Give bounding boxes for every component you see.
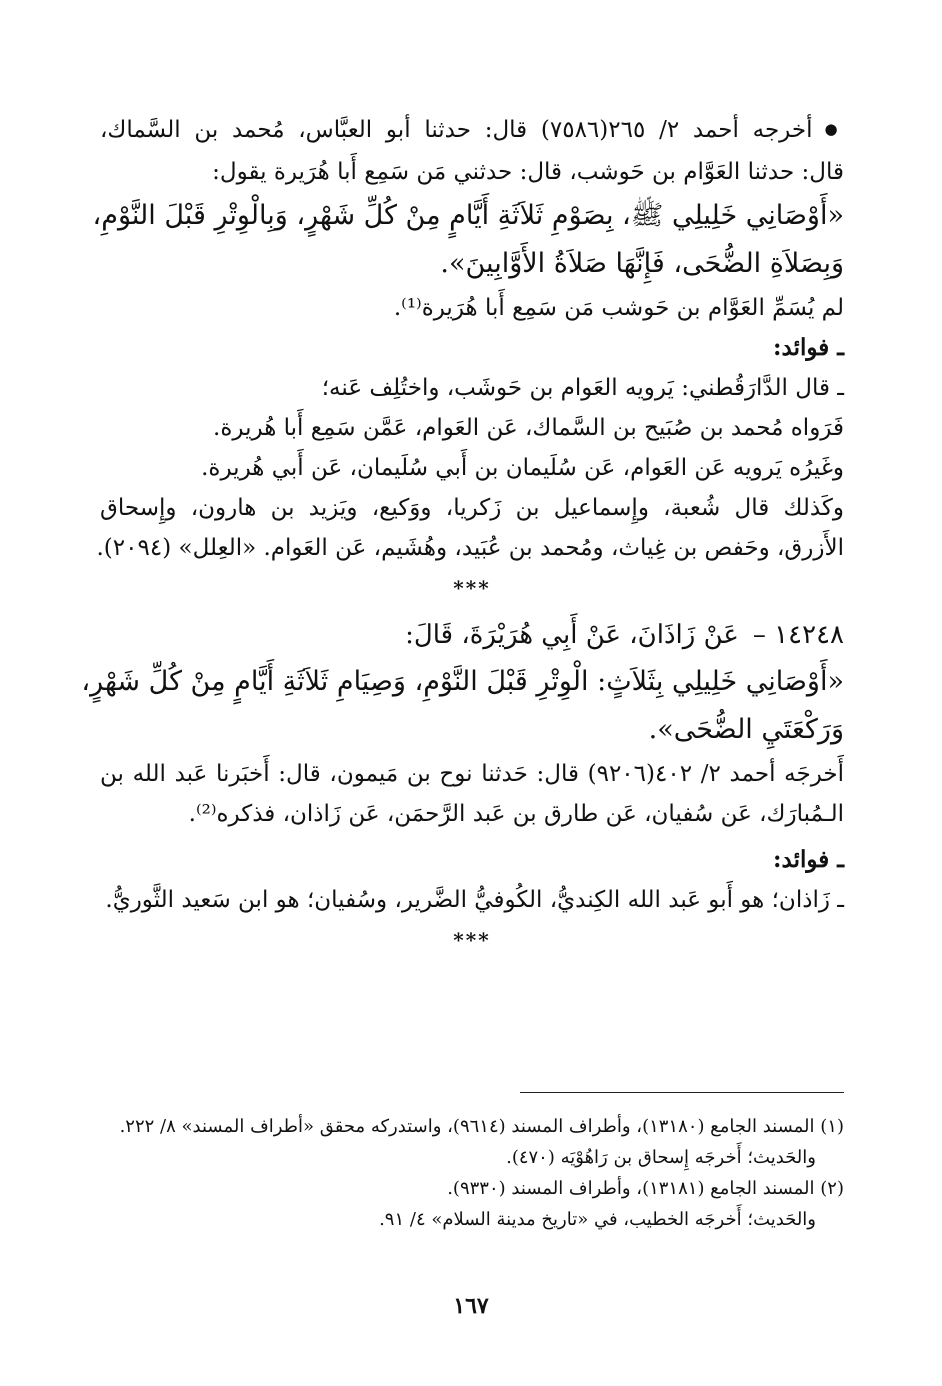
fawaid-heading-1: ـ فوائد: bbox=[773, 334, 844, 361]
takhrij-line-2: قال: حدثنا العَوَّام بن حَوشب، قال: حدثني مَن سَمِع أَبا هُرَيرة يقول: bbox=[212, 159, 844, 185]
daraqutni-line-1: ـ قال الدَّارَقُطني: يَرويه العَوام بن حَوشَب، واختُلِف عَنه؛ bbox=[321, 375, 844, 401]
daraqutni-line-3: وغَيرُه يَرويه عَن العَوام، عَن سُلَيمان بن أَبي سُلَيمان، عَن أَبي هُريرة. bbox=[201, 455, 844, 481]
footnotes bbox=[100, 1092, 844, 1235]
hadith-text-line-1: «أَوْصَانِي خَلِيلِي ﷺ، بِصَوْمِ ثَلاَثَةِ أَيَّامٍ مِنْ كُلِّ شَهْرٍ، وَبِالْوِتْرِ قَبْلَ النَّوْمِ، bbox=[92, 200, 844, 231]
takhrij-2-line-2: الـمُبارَك، عَن سُفيان، عَن طارق بن عَبد الرَّحمَن، عَن زَاذان، فذكره⁽²⁾. bbox=[188, 801, 844, 827]
takhrij-line-1 bbox=[100, 110, 844, 152]
hadith-text-line-2: وَبِصَلاَةِ الضُّحَى، فَإِنَّهَا صَلاَةُ الأَوَّابِينَ». bbox=[440, 248, 844, 279]
daraqutni-line-5: الأَزرق، وحَفص بن غِياث، ومُحمد بن عُبَيد، وهُشَيم، عَن العَوام. «العِلل» (٢٠٩٤). bbox=[96, 535, 844, 561]
footnote-1: (١) المسند الجامع (١٣١٨٠)، وأطراف المسند (٩٦١٤)، واستدركه محقق «أطراف المسند» ٨/ ٢٢٢. bbox=[119, 1116, 844, 1137]
section-separator-1: *** bbox=[453, 576, 491, 600]
hadith-2-text-line-2: وَرَكْعَتَيِ الضُّحَى». bbox=[648, 714, 844, 745]
hadith-chain: عَنْ زَاذَانَ، عَنْ أَبِي هُرَيْرَةَ، قَالَ: bbox=[405, 620, 739, 650]
hadith-2-text-line-1: «أَوْصَانِي خَلِيلِي بِثَلاَثٍ: الْوِتْرِ قَبْلَ النَّوْمِ، وَصِيَامِ ثَلاَثَةِ أَيَّامٍ مِنْ كُلِّ شَهْرٍ، bbox=[81, 666, 844, 697]
main-text bbox=[81, 110, 844, 960]
fawaid-heading-2: ـ فوائد: bbox=[773, 846, 844, 873]
takhrij-text-1: أخرجه أحمد ٢/ ٢٦٥(٧٥٨٦) قال: حدثنا أبو العبَّاس، مُحمد بن السَّماك، bbox=[100, 117, 813, 143]
fawaid-2-text: ـ زَاذان؛ هو أَبو عَبد الله الكِنديُّ، الكُوفيُّ الضَّرير، وسُفيان؛ هو ابن سَعيد الثَّوريُّ. bbox=[105, 887, 844, 913]
takhrij-2-line-1: أَخرجَه أحمد ٢/ ٤٠٢(٩٢٠٦) قال: حَدثنا نوح بن مَيمون، قال: أَخبَرنا عَبد الله بن bbox=[100, 761, 844, 787]
hadith-heading bbox=[100, 612, 844, 658]
note-unnamed-narrator: لم يُسَمِّ العَوَّام بن حَوشب مَن سَمِع أَبا هُرَيرة⁽¹⁾. bbox=[393, 295, 844, 321]
daraqutni-line-2: فَرَواه مُحمد بن صُبَيح بن السَّماك، عَن العَوام، عَمَّن سَمِع أَبا هُريرة. bbox=[213, 415, 844, 441]
footnote-2: (٢) المسند الجامع (١٣١٨١)، وأطراف المسند (٩٣٣٠). bbox=[447, 1178, 844, 1199]
footnote-divider bbox=[520, 1092, 844, 1093]
page-number: ١٦٧ bbox=[453, 1293, 489, 1319]
hadith-number: ١٤٢٤٨ – bbox=[752, 620, 844, 650]
footnote-2-continuation: والحَديث؛ أَخرجَه الخطيب، في «تاريخ مدينة السلام» ٤/ ٩١. bbox=[379, 1209, 816, 1230]
footnote-1-continuation: والحَديث؛ أَخرجَه إِسحاق بن رَاهُوْيَه (٤٧٠). bbox=[506, 1147, 816, 1168]
daraqutni-line-4: وكَذلك قال شُعبة، وإِسماعيل بن زَكريا، ووَكيع، ويَزيد بن هارون، وإِسحاق bbox=[100, 495, 844, 521]
section-separator-2: *** bbox=[453, 928, 491, 952]
